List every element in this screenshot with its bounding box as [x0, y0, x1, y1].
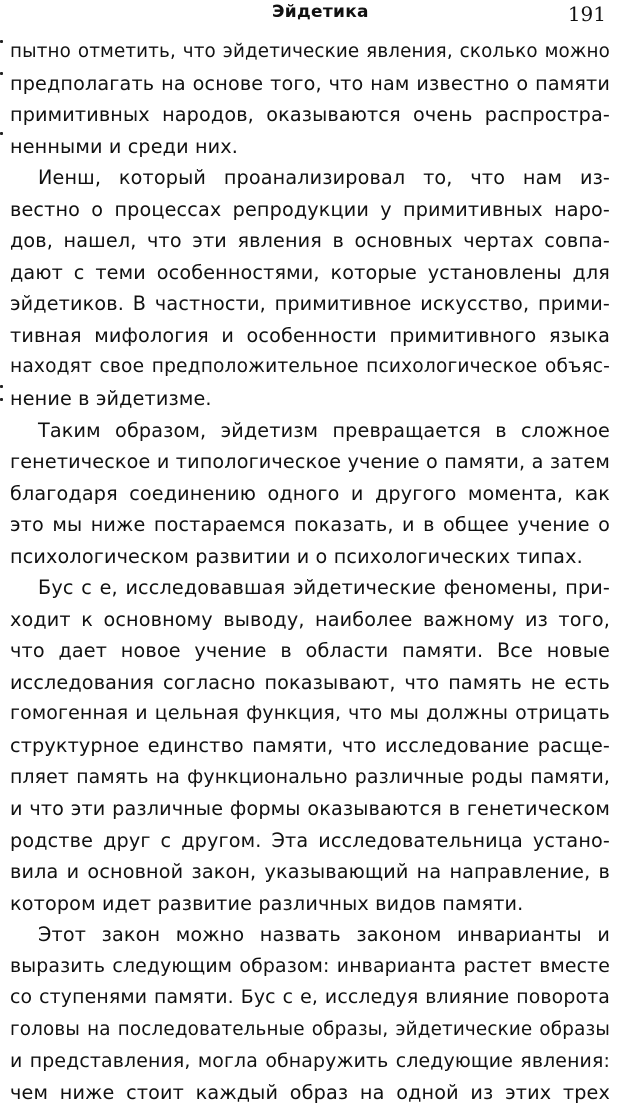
margin-speck	[0, 72, 3, 75]
text-line: исследования согласно показывают, что память не есть	[10, 670, 610, 694]
text-line: дов, нашел, что эти явления в основных чертах совпа-	[10, 229, 610, 253]
text-line: дают с теми особенностями, которые установлены для	[10, 260, 610, 284]
text-line: вила и основной закон, указывающий на направление, в	[10, 860, 610, 884]
text-line: ненными и среди них.	[10, 134, 239, 158]
text-line: котором идет развитие различных видов памяти.	[10, 891, 524, 915]
margin-speck	[0, 132, 3, 135]
page-number: 191	[567, 2, 606, 26]
text-line: психологическом развитии и о психологических типах.	[10, 544, 583, 568]
text-line: родстве друг с другом. Эта исследовательница устано-	[10, 828, 610, 852]
text-line: нение в эйдетизме.	[10, 387, 212, 411]
text-line: Иенш, который проанализировал то, что нам из-	[38, 166, 610, 190]
text-line: со ступенями памяти. Бус с е, исследуя влияние поворота	[10, 986, 610, 1009]
text-line: и что эти различные формы оказываются в генетическом	[10, 797, 610, 821]
margin-speck	[0, 398, 3, 401]
text-line: гомогенная и цельная функция, что мы должны отрицать	[10, 702, 610, 725]
text-line: вестно о процессах репродукции у примитивных наро-	[10, 197, 610, 221]
text-line: предполагать на основе того, что нам известно о памяти	[10, 71, 610, 95]
text-line: пляет память на функционально различные роды памяти,	[10, 765, 610, 788]
margin-speck	[0, 385, 3, 388]
text-line: чем ниже стоит каждый образ на одной из этих трех	[10, 1081, 610, 1105]
text-line: структурное единство памяти, что исследование расще-	[10, 734, 610, 758]
text-line: выразить следующим образом: инварианта растет вместе	[10, 954, 610, 977]
text-line: Этот закон можно назвать законом инварианты и	[38, 923, 610, 947]
text-line: это мы ниже постараемся показать, и в общее учение о	[10, 513, 610, 537]
text-line: находят свое предположительное психологическое объяс-	[10, 356, 610, 378]
body-text	[10, 36, 610, 1109]
text-line: эйдетиков. В частности, примитивное искусство, прими-	[10, 292, 610, 316]
text-line: ходит к основному выводу, наиболее важному из того,	[10, 607, 610, 631]
text-line: Таким образом, эйдетизм превращается в сложное	[38, 418, 610, 442]
text-line: тивная мифология и особенности примитивного языка	[10, 323, 610, 347]
text-line: генетическое и типологическое учение о памяти, а затем	[10, 450, 610, 474]
text-line: головы на последовательные образы, эйдетические образы	[10, 1018, 610, 1040]
running-title: Эйдетика	[272, 2, 369, 22]
text-line: и представления, могла обнаружить следующие явления:	[10, 1049, 610, 1072]
text-line: Бус с е, исследовавшая эйдетические феномены, при-	[38, 576, 610, 600]
text-line: что дает новое учение в области памяти. Все новые	[10, 639, 610, 663]
text-line: примитивных народов, оказываются очень распростра-	[10, 103, 610, 127]
text-line: благодаря соединению одного и другого момента, как	[10, 481, 610, 505]
text-line: пытно отметить, что эйдетические явления, сколько можно	[10, 41, 610, 62]
margin-speck	[0, 40, 3, 43]
